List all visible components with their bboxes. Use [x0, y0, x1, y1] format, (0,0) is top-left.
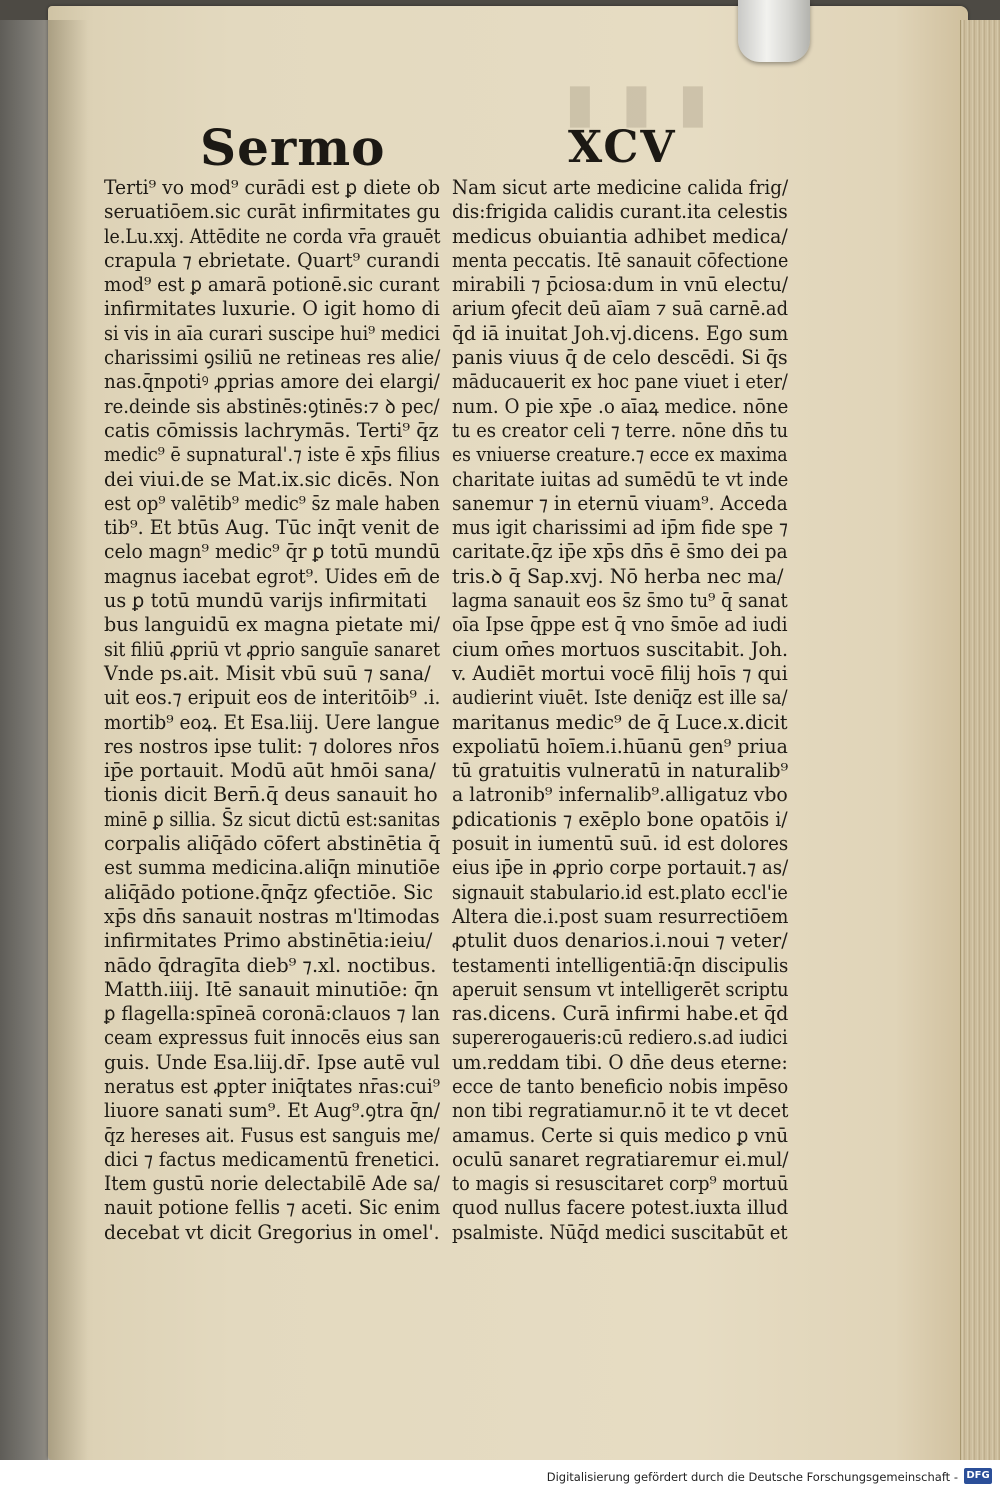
text-line: mirabili ⁊ p̄ciosa:dum in vnū electu/ — [452, 273, 789, 297]
text-line: audierint viuēt. Iste deniq̄z est ille sa/ — [452, 686, 788, 710]
text-line: Altera die.i.post suam resurrectiōem — [452, 904, 789, 928]
text-line: num. O pie xp̄e .o aīaꝝ medice. nōne — [452, 394, 789, 418]
text-line: le.Lu.xxj. Attēdite ne corda vr̄a grauēt — [104, 224, 441, 248]
text-line: quod nullus facere potest.iuxta illud — [452, 1196, 789, 1220]
text-line: a latronib⁹ infernalib⁹.alligatuz vbo — [452, 783, 788, 807]
text-line: mus igit charissimi ad ip̄m fide spe ⁊ — [452, 516, 788, 540]
text-line: sit filiū ꝓpriū vt ꝓprio sanguīe sanaret — [104, 637, 441, 661]
text-line: crapula ⁊ ebrietate. Quart⁹ curandi — [104, 248, 440, 272]
text-line: celo magn⁹ medic⁹ q̄r ꝑ totū mundū — [104, 540, 441, 564]
text-line: um.reddam tibi. O dn̄e deus eterne: — [452, 1050, 788, 1074]
text-line: bus languidū ex magna pietate mi/ — [104, 613, 441, 637]
text-line: ꝓtulit duos denarios.i.noui ⁊ veter/ — [452, 929, 788, 953]
text-line: ceam expressus fuit innocēs eius san — [104, 1026, 440, 1050]
text-line: Matth.iiij. Itē sanauit minutiōe: q̄n — [104, 977, 439, 1001]
metal-page-clip — [738, 0, 810, 62]
text-line: arium ꝯfecit deū aīam ⁊ suā carnē.ad — [452, 297, 789, 321]
text-line: aperuit sensum vt intelligerēt scriptu — [452, 977, 789, 1001]
text-line: testamenti intelligentiā:q̄n discipulis — [452, 953, 789, 977]
text-line: Vnde ps.ait. Misit vbū suū ⁊ sana/ — [104, 661, 431, 685]
text-line: medic⁹ ē supnatural'.⁊ iste ē xp̄s filius — [104, 443, 441, 467]
text-line: eius ip̄e in ꝓprio corpe portauit.⁊ as/ — [452, 856, 789, 880]
text-line: minē ꝑ sillia. S̄z sicut dictū est:sanitas — [104, 807, 441, 831]
text-line: catis cōmissis lachrymās. Terti⁹ q̄z — [104, 418, 439, 442]
text-line: xp̄s dn̄s sanauit nostras m'ltimodas — [104, 904, 440, 928]
text-line: supererogaueris:cū rediero.s.ad iudici — [452, 1026, 788, 1050]
text-line: caritate.q̄z ip̄e xp̄s dn̄s ē s̄mo dei pa — [452, 540, 788, 564]
text-line: re.deinde sis abstinēs:ꝯtinēs:⁊ ꝺ pec/ — [104, 394, 440, 418]
text-line: dis:frigida calidis curant.ita celestis — [452, 200, 788, 224]
text-line: panis viuus q̄ de celo descēdi. Si q̄s — [452, 346, 788, 370]
text-line: tu es creator celi ⁊ terre. nōne dn̄s tu — [452, 418, 789, 442]
text-line: tib⁹. Et btūs Aug. Tūc inq̄t venit de — [104, 516, 440, 540]
page-gutter-shadow — [48, 20, 88, 1460]
dfg-logo: DFG — [964, 1468, 992, 1484]
text-line: est op⁹ valētib⁹ medic⁹ s̄z male haben — [104, 491, 440, 515]
text-column-right — [452, 176, 788, 1245]
text-line: māducauerit ex hoc pane viuet i eter/ — [452, 370, 788, 394]
text-line: corpalis aliq̄ādo cōfert abstinētia q̄ — [104, 832, 441, 856]
text-line: us ꝑ totū mundū varijs infirmitati — [104, 589, 427, 613]
text-line: mortib⁹ eoꝝ. Et Esa.liij. Uere langue — [104, 710, 440, 734]
text-line: charitate iuitas ad sumēdū te vt inde — [452, 467, 789, 491]
text-line: posuit in iumentū suū. id est dolores — [452, 832, 789, 856]
text-line: sanemur ⁊ in eternū viuam⁹. Acceda — [452, 491, 788, 515]
text-line: medicus obuiantia adhibet medica/ — [452, 224, 788, 248]
text-line: dici ⁊ factus medicamentū frenetici. — [104, 1147, 440, 1171]
text-line: magnus iacebat egrot⁹. Uides em̄ de — [104, 564, 440, 588]
text-line: uit eos.⁊ eripuit eos de interitōib⁹ .i. — [104, 686, 441, 710]
text-line: res nostros ipse tulit: ⁊ dolores nr̄os — [104, 734, 440, 758]
running-head-title: Sermo — [200, 118, 386, 177]
text-line: ip̄e portauit. Modū aūt hmōi sana/ — [104, 759, 436, 783]
text-line: oīa Ipse q̄ppe est q̄ vno s̄mōe ad iudi — [452, 613, 788, 637]
text-line: aliq̄ādo potione.q̄nq̄z ꝯfectiōe. Sic — [104, 880, 433, 904]
text-line: maritanus medic⁹ de q̄ Luce.x.dicit — [452, 710, 788, 734]
text-line: ꝑ flagella:spīneā coronā:clauos ⁊ lan — [104, 1002, 440, 1026]
footer-bar — [0, 1460, 1000, 1495]
text-line: neratus est ꝓpter iniq̄tates nr̄as:cui⁹ — [104, 1074, 441, 1098]
text-line: dei viui.de se Mat.ix.sic dicēs. Non — [104, 467, 440, 491]
show-through-ink: ▮ ▮ ▮ — [565, 70, 712, 134]
text-line: nas.q̄npotiꝰ ꝓprias amore dei elargi/ — [104, 370, 440, 394]
text-line: Nam sicut arte medicine calida frig/ — [452, 176, 789, 199]
text-line: Terti⁹ vo mod⁹ curādi est ꝑ diete ob — [104, 176, 441, 199]
text-line: amamus. Certe si quis medico ꝑ vnū — [452, 1123, 789, 1147]
text-line: tionis dicit Bern̄.q̄ deus sanauit ho — [104, 783, 438, 807]
text-column-left — [104, 176, 440, 1245]
page-edge-stack — [960, 20, 1000, 1460]
text-line: lagma sanauit eos s̄z s̄mo tu⁹ q̄ sanat — [452, 589, 788, 613]
text-line: guis. Unde Esa.liij.dr̄. Ipse autē vul — [104, 1050, 440, 1074]
folio-number: XCV — [568, 122, 677, 173]
text-line: seruatiōem.sic curāt infirmitates gu — [104, 200, 441, 224]
text-line: oculū sanaret regratiaremur ei.mul/ — [452, 1147, 789, 1171]
text-line: menta peccatis. Itē sanauit cōfectione — [452, 248, 789, 272]
text-line: signauit stabulario.id est.plato eccl'ie — [452, 880, 788, 904]
text-line: tū gratuitis vulneratū in naturalib⁹ — [452, 759, 789, 783]
scan-left-background — [0, 20, 48, 1460]
text-line: tris.ꝺ q̄ Sap.xvj. Nō herba nec ma/ — [452, 564, 784, 588]
text-line: nādo q̄dragīta dieb⁹ ⁊.xl. noctibus. — [104, 953, 437, 977]
text-line: decebat vt dicit Gregorius in omel'. — [104, 1220, 440, 1244]
text-line: mod⁹ est ꝑ amarā potionē.sic curant — [104, 273, 440, 297]
text-line: psalmiste. Nūq̄d medici suscitabūt et — [452, 1220, 788, 1244]
text-line: charissimi ꝯsiliū ne retineas res alie/ — [104, 346, 441, 370]
text-line: non tibi regratiamur.nō it te vt decet — [452, 1099, 789, 1123]
text-line: si vis in aīa curari suscipe hui⁹ medici — [104, 321, 440, 345]
text-line: v. Audiēt mortui vocē filij hoīs ⁊ qui — [452, 661, 788, 685]
text-line: es vniuerse creature.⁊ ecce ex maxima — [452, 443, 788, 467]
text-line: cium om̄es mortuos suscitabit. Joh. — [452, 637, 789, 661]
text-line: Item gustū norie delectabilē Ade sa/ — [104, 1172, 440, 1196]
text-line: infirmitates luxurie. O igit homo di — [104, 297, 440, 321]
text-line: nauit potione fellis ⁊ aceti. Sic enim — [104, 1196, 441, 1220]
text-line: q̄d iā inuitat Joh.vj.dicens. Ego sum — [452, 321, 789, 345]
footer-credit: Digitalisierung gefördert durch die Deutsche Forschungsgemeinschaft - — [546, 1470, 958, 1484]
text-line: est summa medicina.aliq̄n minutiōe — [104, 856, 441, 880]
text-line: infirmitates Primo abstinētia:ieiu/ — [104, 929, 433, 953]
text-line: ꝑdicationis ⁊ exēplo bone opatōis i/ — [452, 807, 788, 831]
text-line: ras.dicens. Curā infirmi habe.et q̄d — [452, 1002, 789, 1026]
text-line: expoliatū hoīem.i.hūanū gen⁹ priua — [452, 734, 788, 758]
text-line: liuore sanati sum⁹. Et Aug⁹.ꝯtra q̄n/ — [104, 1099, 441, 1123]
text-line: to magis si resuscitaret corp⁹ mortuū — [452, 1172, 789, 1196]
text-line: q̄z hereses ait. Fusus est sanguis me/ — [104, 1123, 440, 1147]
text-line: ecce de tanto beneficio nobis impēso — [452, 1074, 789, 1098]
